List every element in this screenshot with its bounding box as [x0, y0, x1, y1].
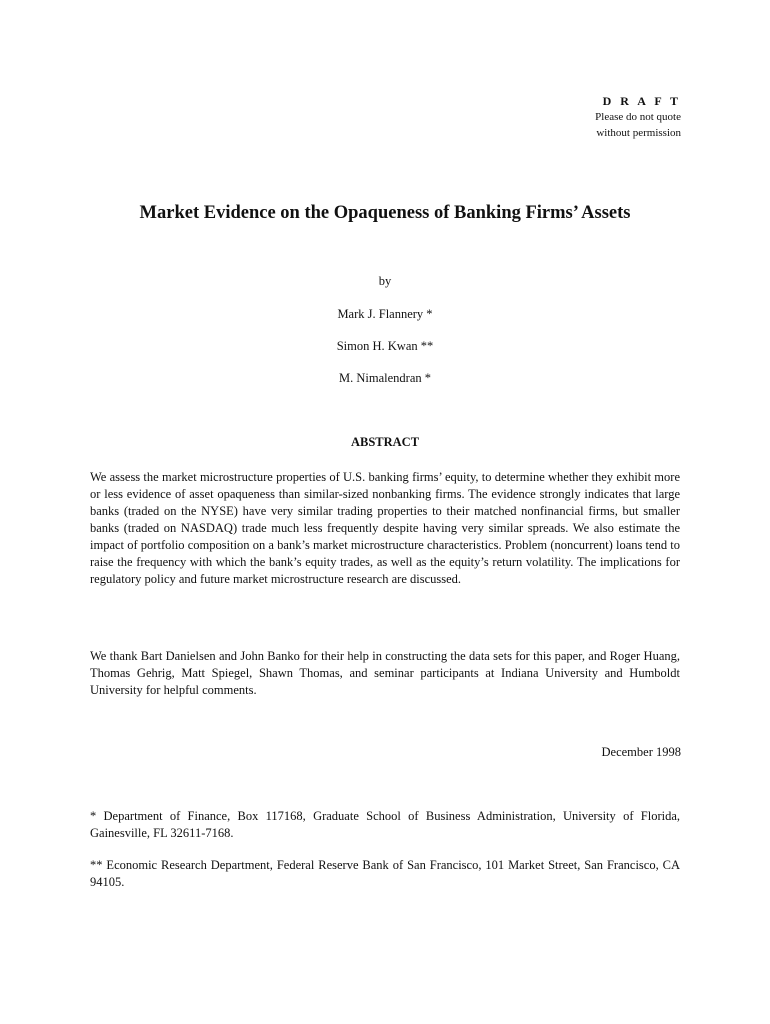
- paper-title: Market Evidence on the Opaqueness of Banking Firms’ Assets: [139, 203, 631, 223]
- author-1: Mark J. Flannery *: [337, 307, 433, 321]
- draft-notice: [595, 93, 681, 141]
- acknowledgment-text: We thank Bart Danielsen and John Banko for their help in constructing the data sets for this paper, and Roger Huang, Thomas Gehrig, Matt Spiegel, Shawn Thomas, and seminar participants at Indiana University and Humboldt University for helpful comments.: [90, 649, 680, 697]
- draft-label: D R A F T: [602, 94, 681, 108]
- abstract-text: We assess the market microstructure properties of U.S. banking firms’ equity, to determine whether they exhibit more or less evidence of asset opaqueness than similar-sized nonbanking firms. The evidence strongly indicates that large banks (traded on the NYSE) have very similar trading properties to their matched nonfinancial firms, but smaller banks (traded on NASDAQ) trade much less frequently despite having very similar spreads. We also estimate the impact of portfolio composition on a bank’s market microstructure characteristics. Problem (noncurrent) loans tend to raise the frequency with which the bank’s equity trades, as well as the equity’s return volatility. The implications for regulatory policy and future market microstructure research are discussed.: [90, 470, 680, 586]
- author-3: M. Nimalendran *: [339, 371, 431, 385]
- author-2: Simon H. Kwan **: [336, 339, 434, 353]
- footnote-2: ** Economic Research Department, Federal Reserve Bank of San Francisco, 101 Market Street, San Francisco, CA 94105.: [90, 858, 680, 889]
- footnote-1: * Department of Finance, Box 117168, Graduate School of Business Administration, University of Florida, Gainesville, FL 32611-7168.: [90, 809, 680, 840]
- paper-date: December 1998: [601, 745, 681, 759]
- draft-line-2: without permission: [596, 127, 681, 139]
- draft-line-1: Please do not quote: [595, 111, 681, 123]
- byline: by: [378, 274, 392, 288]
- abstract-heading: ABSTRACT: [350, 435, 420, 449]
